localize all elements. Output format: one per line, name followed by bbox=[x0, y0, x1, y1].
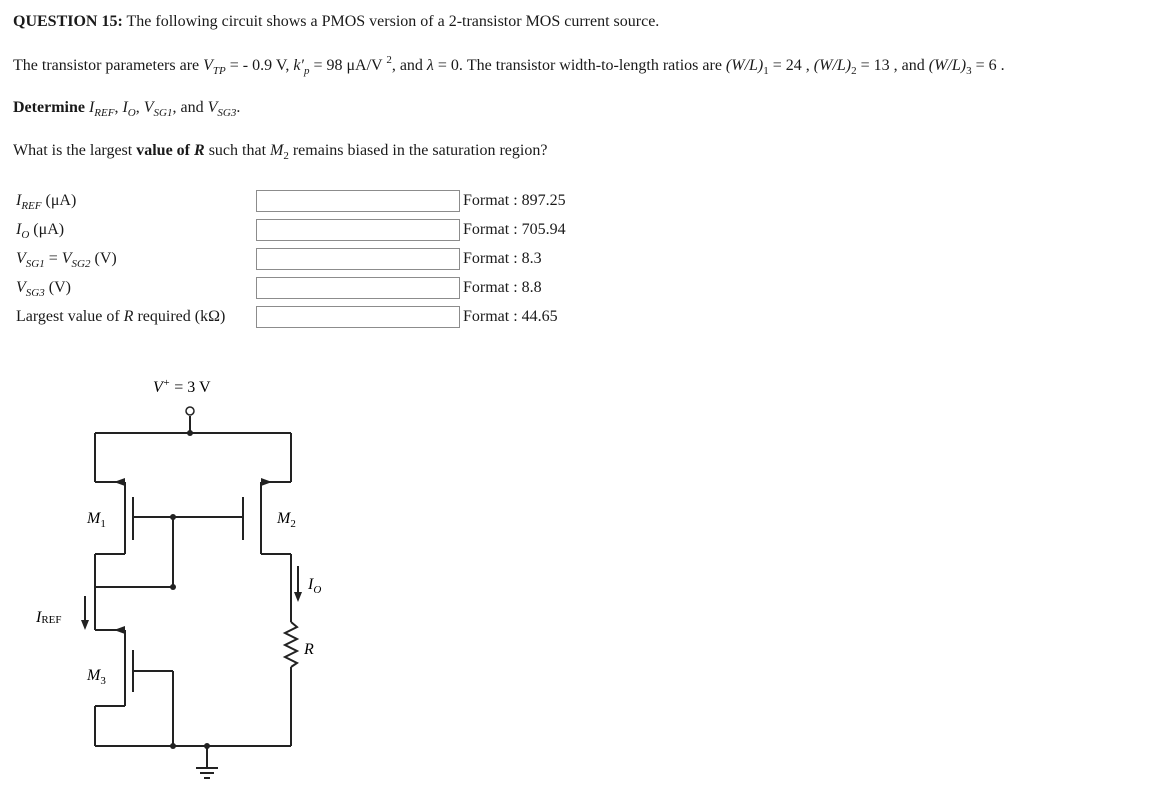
params-text-8: = 6 . bbox=[971, 57, 1005, 74]
det-vsg3-sub: SG3 bbox=[217, 107, 237, 119]
vtp-symbol: V bbox=[203, 57, 213, 74]
r-format-hint: Format : 44.65 bbox=[459, 306, 558, 328]
det-sep-3: , and bbox=[172, 99, 208, 116]
lq-text-1: What is the largest bbox=[13, 142, 137, 159]
vsg1-symbol: V bbox=[16, 250, 26, 267]
resistor-r bbox=[285, 622, 297, 667]
params-text-1: The transistor parameters are bbox=[13, 57, 204, 74]
r-label-text-1: Largest value of bbox=[16, 308, 124, 325]
gate-node-dot bbox=[170, 514, 176, 520]
params-text-3: = 98 μA/V bbox=[309, 57, 387, 74]
params-text-2: = - 0.9 V, bbox=[225, 57, 294, 74]
io-unit: (μA) bbox=[29, 221, 65, 238]
io-format-hint: Format : 705.94 bbox=[459, 219, 566, 241]
iref-unit: (μA) bbox=[41, 192, 77, 209]
wl1-symbol: (W/L) bbox=[725, 57, 764, 74]
vsg1-unit: (V) bbox=[90, 250, 117, 267]
vsg3-subscript: SG3 bbox=[25, 287, 45, 299]
lq-text-3: remains biased in the saturation region? bbox=[288, 142, 548, 159]
wl2-symbol: (W/L) bbox=[813, 57, 852, 74]
wl2-subscript: 2 bbox=[851, 65, 857, 77]
wl3-subscript: 3 bbox=[966, 65, 972, 77]
m2-label: $M_2$ bbox=[277, 510, 296, 530]
m1-source-arrow bbox=[114, 478, 125, 486]
vsg2-symbol: V bbox=[61, 250, 72, 267]
lq-m-sub: 2 bbox=[283, 150, 289, 162]
determine-label: Determine bbox=[13, 99, 89, 116]
io-arrowhead bbox=[294, 592, 302, 602]
r-label-symbol: R bbox=[123, 308, 134, 325]
diode-node-dot bbox=[170, 584, 176, 590]
vplus-terminal bbox=[186, 407, 194, 415]
det-sep-2: , bbox=[135, 99, 144, 116]
vsg-equals: = bbox=[44, 250, 62, 267]
question-label: QUESTION 15: bbox=[13, 13, 123, 30]
wl1-subscript: 1 bbox=[763, 65, 769, 77]
vtp-subscript: TP bbox=[212, 65, 226, 77]
io-symbol: I bbox=[16, 221, 22, 238]
det-sep-1: , bbox=[114, 99, 123, 116]
vsg1-format-hint: Format : 8.3 bbox=[459, 248, 542, 270]
det-end: . bbox=[236, 99, 241, 116]
vsg3-row-label bbox=[16, 279, 71, 297]
wl3-symbol: (W/L) bbox=[928, 57, 967, 74]
iref-row-label bbox=[16, 192, 76, 210]
det-io: I bbox=[122, 99, 128, 116]
r-label: R bbox=[304, 641, 314, 658]
params-text-7: = 13 , and bbox=[856, 57, 929, 74]
vsg1-answer-input[interactable] bbox=[256, 248, 460, 270]
iref-arrowhead bbox=[81, 620, 89, 630]
kp-superscript: 2 bbox=[386, 54, 392, 66]
m1-label: $M_1$ bbox=[87, 510, 106, 530]
lq-text-2: such that bbox=[204, 142, 271, 159]
vsg3-symbol: V bbox=[16, 279, 26, 296]
params-text-4: , and bbox=[391, 57, 427, 74]
iref-label: IREF bbox=[36, 609, 62, 626]
iref-symbol: I bbox=[16, 192, 22, 209]
det-vsg1: V bbox=[143, 99, 154, 116]
iref-subscript: REF bbox=[21, 200, 42, 212]
bottom-node-dot-1 bbox=[170, 743, 176, 749]
m3-label: $M_3$ bbox=[87, 667, 106, 687]
params-text-6: = 24 , bbox=[768, 57, 814, 74]
r-label-text-2: required (kΩ) bbox=[133, 308, 226, 325]
bottom-node-dot-2 bbox=[204, 743, 210, 749]
params-text-5: = 0. The transistor width-to-length ratios are bbox=[433, 57, 726, 74]
lambda-symbol: λ bbox=[426, 57, 434, 74]
vsg1-subscript: SG1 bbox=[25, 258, 45, 270]
lq-bold: value of bbox=[136, 142, 195, 159]
iref-answer-input[interactable] bbox=[256, 190, 460, 212]
vsg1-row-label bbox=[16, 250, 117, 268]
iref-format-hint: Format : 897.25 bbox=[459, 190, 566, 212]
vplus-label: V+ = 3 V bbox=[153, 377, 211, 396]
det-io-sub: O bbox=[127, 107, 136, 119]
io-answer-input[interactable] bbox=[256, 219, 460, 241]
largest-r-question bbox=[13, 142, 547, 160]
parameters-text bbox=[13, 54, 1005, 77]
top-node-dot bbox=[187, 430, 193, 436]
lq-r: R bbox=[194, 142, 205, 159]
vsg2-subscript: SG2 bbox=[71, 258, 91, 270]
det-iref: I bbox=[88, 99, 95, 116]
r-row-label bbox=[16, 308, 225, 326]
vsg3-answer-input[interactable] bbox=[256, 277, 460, 299]
r-answer-input[interactable] bbox=[256, 306, 460, 328]
question-text: The following circuit shows a PMOS version of a 2-transistor MOS current source. bbox=[122, 13, 660, 30]
io-label: $I_O$ bbox=[308, 576, 322, 596]
io-row-label bbox=[16, 221, 64, 239]
vsg3-format-hint: Format : 8.8 bbox=[459, 277, 542, 299]
determine-text bbox=[13, 99, 240, 117]
det-vsg3: V bbox=[207, 99, 218, 116]
io-subscript: O bbox=[21, 229, 30, 241]
det-vsg1-sub: SG1 bbox=[153, 107, 173, 119]
kp-subscript: p bbox=[303, 65, 310, 77]
kp-symbol: k′ bbox=[293, 57, 304, 74]
question-heading bbox=[13, 13, 659, 31]
vsg3-unit: (V) bbox=[44, 279, 71, 296]
m3-source-arrow bbox=[114, 626, 125, 634]
det-iref-sub: REF bbox=[94, 107, 115, 119]
lq-m: M bbox=[270, 142, 284, 159]
m2-source-arrow bbox=[261, 478, 272, 486]
